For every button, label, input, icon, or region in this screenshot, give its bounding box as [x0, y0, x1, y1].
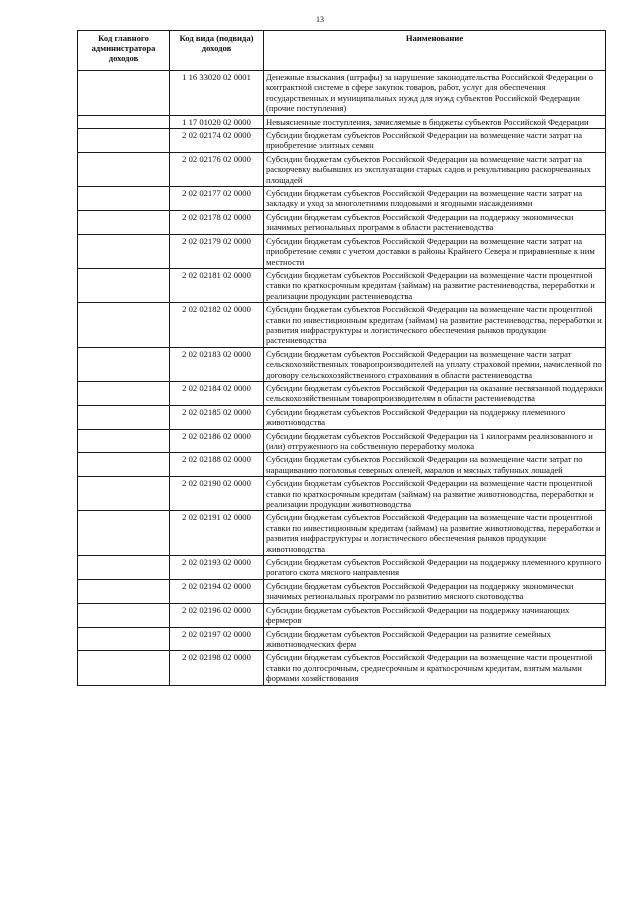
income-code-cell: 2 02 02197 02 0000 — [170, 627, 264, 651]
revenue-codes-table — [77, 30, 606, 686]
admin-code-cell — [78, 234, 170, 268]
admin-code-cell — [78, 152, 170, 186]
admin-code-cell — [78, 651, 170, 685]
income-code-cell: 2 02 02183 02 0000 — [170, 347, 264, 381]
table-row — [78, 511, 606, 556]
table-row — [78, 453, 606, 477]
table-row — [78, 603, 606, 627]
table-row — [78, 429, 606, 453]
income-code-cell: 1 17 01020 02 0000 — [170, 115, 264, 128]
table-row — [78, 579, 606, 603]
admin-code-cell — [78, 268, 170, 302]
table-row — [78, 627, 606, 651]
income-code-cell: 2 02 02188 02 0000 — [170, 453, 264, 477]
table-row — [78, 405, 606, 429]
table-body — [78, 71, 606, 686]
table-row — [78, 210, 606, 234]
income-code-cell: 1 16 33020 02 0001 — [170, 71, 264, 116]
header-row — [78, 31, 606, 71]
admin-code-cell — [78, 210, 170, 234]
admin-code-cell — [78, 115, 170, 128]
admin-code-cell — [78, 511, 170, 556]
income-code-cell: 2 02 02196 02 0000 — [170, 603, 264, 627]
income-code-cell: 2 02 02184 02 0000 — [170, 381, 264, 405]
income-code-cell: 2 02 02186 02 0000 — [170, 429, 264, 453]
admin-code-cell — [78, 627, 170, 651]
income-name-cell: Субсидии бюджетам субъектов Российской Федерации на возмещение части затрат на закладку и уход за многолетними плодовыми и ягодными насаждениями — [264, 187, 606, 211]
admin-code-cell — [78, 71, 170, 116]
admin-code-cell — [78, 129, 170, 153]
admin-code-cell — [78, 579, 170, 603]
income-code-cell: 2 02 02185 02 0000 — [170, 405, 264, 429]
table-row — [78, 556, 606, 580]
table-row — [78, 234, 606, 268]
header-name: Наименование — [264, 31, 606, 71]
income-name-cell: Субсидии бюджетам субъектов Российской Федерации на возмещение части процентной ставки по краткосрочным кредитам (займам) на развитие растениеводства, переработки и реализации продукции растениеводства — [264, 268, 606, 302]
income-code-cell: 2 02 02190 02 0000 — [170, 477, 264, 511]
header-admin-code: Код главного администратора доходов — [78, 31, 170, 71]
income-code-cell: 2 02 02182 02 0000 — [170, 303, 264, 348]
income-name-cell: Субсидии бюджетам субъектов Российской Федерации на возмещение части процентной ставки по инвестиционным кредитам (займам) на развитие животноводства, переработки и развития инфраструктуры и логистического обеспечения рынков продукции животноводства — [264, 511, 606, 556]
income-code-cell: 2 02 02179 02 0000 — [170, 234, 264, 268]
income-code-cell: 2 02 02177 02 0000 — [170, 187, 264, 211]
income-code-cell: 2 02 02176 02 0000 — [170, 152, 264, 186]
table-row — [78, 347, 606, 381]
income-code-cell: 2 02 02191 02 0000 — [170, 511, 264, 556]
table-row — [78, 268, 606, 302]
admin-code-cell — [78, 477, 170, 511]
admin-code-cell — [78, 556, 170, 580]
income-code-cell: 2 02 02181 02 0000 — [170, 268, 264, 302]
income-name-cell: Субсидии бюджетам субъектов Российской Федерации на поддержку экономически значимых региональных программ в области растениеводства — [264, 210, 606, 234]
table-row — [78, 115, 606, 128]
admin-code-cell — [78, 603, 170, 627]
admin-code-cell — [78, 405, 170, 429]
income-name-cell: Субсидии бюджетам субъектов Российской Федерации на возмещение части затрат на приобретение семян с учетом доставки в районы Крайнего Севера и приравненные к ним местности — [264, 234, 606, 268]
income-name-cell: Невыясненные поступления, зачисляемые в бюджеты субъектов Российской Федерации — [264, 115, 606, 128]
income-name-cell: Субсидии бюджетам субъектов Российской Федерации на поддержку племенного животноводства — [264, 405, 606, 429]
income-code-cell: 2 02 02193 02 0000 — [170, 556, 264, 580]
admin-code-cell — [78, 453, 170, 477]
income-name-cell: Субсидии бюджетам субъектов Российской Федерации на возмещение части процентной ставки по долгосрочным, среднесрочным и краткосрочным кредитам, взятым малыми формами хозяйствования — [264, 651, 606, 685]
admin-code-cell — [78, 303, 170, 348]
admin-code-cell — [78, 187, 170, 211]
income-name-cell: Субсидии бюджетам субъектов Российской Федерации на поддержку экономически значимых региональных программ по развитию мясного скотоводства — [264, 579, 606, 603]
income-code-cell: 2 02 02194 02 0000 — [170, 579, 264, 603]
table-row — [78, 71, 606, 116]
income-code-cell: 2 02 02178 02 0000 — [170, 210, 264, 234]
table-row — [78, 381, 606, 405]
admin-code-cell — [78, 347, 170, 381]
table-row — [78, 129, 606, 153]
income-name-cell: Субсидии бюджетам субъектов Российской Федерации на возмещение части затрат на раскорчевку выбывших из эксплуатации старых садов и рекультивацию раскорчеванных площадей — [264, 152, 606, 186]
income-name-cell: Субсидии бюджетам субъектов Российской Федерации на развитие семейных животноводческих ферм — [264, 627, 606, 651]
header-income-code: Код вида (подвида) доходов — [170, 31, 264, 71]
table-row — [78, 651, 606, 685]
income-code-cell: 2 02 02174 02 0000 — [170, 129, 264, 153]
table-row — [78, 477, 606, 511]
table-row — [78, 187, 606, 211]
table-row — [78, 152, 606, 186]
income-name-cell: Субсидии бюджетам субъектов Российской Федерации на поддержку начинающих фермеров — [264, 603, 606, 627]
income-name-cell: Субсидии бюджетам субъектов Российской Федерации на возмещение части затрат сельскохозяйственных товаропроизводителей на уплату страховой премии, начисленной по договору сельскохозяйственного страхования в области растениеводства — [264, 347, 606, 381]
table-row — [78, 303, 606, 348]
income-name-cell: Субсидии бюджетам субъектов Российской Федерации на оказание несвязанной поддержки сельскохозяйственным товаропроизводителям в области растениеводства — [264, 381, 606, 405]
income-name-cell: Субсидии бюджетам субъектов Российской Федерации на поддержку племенного крупного рогатого скота мясного направления — [264, 556, 606, 580]
income-name-cell: Субсидии бюджетам субъектов Российской Федерации на возмещение части затрат по наращиванию поголовья северных оленей, маралов и мясных табунных лошадей — [264, 453, 606, 477]
income-name-cell: Денежные взыскания (штрафы) за нарушение законодательства Российской Федерации о контрактной системе в сфере закупок товаров, работ, услуг для обеспечения государственных и муниципальных нужд для нужд субъектов Российской Федерации (прочие поступления) — [264, 71, 606, 116]
admin-code-cell — [78, 381, 170, 405]
page-number: 13 — [316, 15, 324, 24]
income-name-cell: Субсидии бюджетам субъектов Российской Федерации на возмещение части процентной ставки по инвестиционным кредитам (займам) на развитие растениеводства, переработки и развития инфраструктуры и логистического обеспечения рынков продукции растениеводства — [264, 303, 606, 348]
income-code-cell: 2 02 02198 02 0000 — [170, 651, 264, 685]
income-name-cell: Субсидии бюджетам субъектов Российской Федерации на 1 килограмм реализованного и (или) отгруженного на собственную переработку молока — [264, 429, 606, 453]
table-header — [78, 31, 606, 71]
admin-code-cell — [78, 429, 170, 453]
income-name-cell: Субсидии бюджетам субъектов Российской Федерации на возмещение части затрат на приобретение элитных семян — [264, 129, 606, 153]
income-name-cell: Субсидии бюджетам субъектов Российской Федерации на возмещение части процентной ставки по краткосрочным кредитам (займам) на развитие животноводства, переработки и реализации продукции животноводства — [264, 477, 606, 511]
